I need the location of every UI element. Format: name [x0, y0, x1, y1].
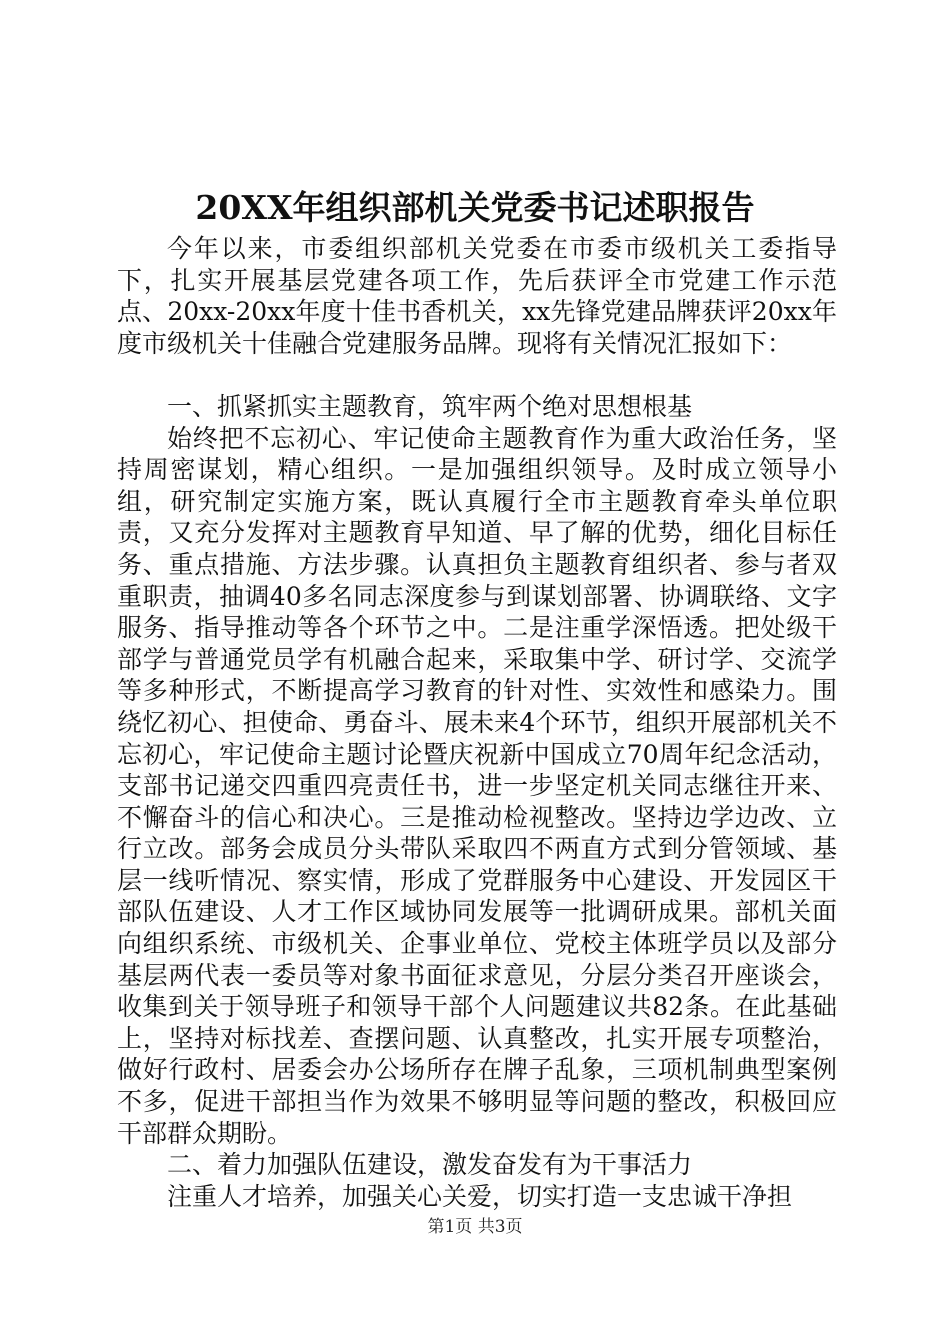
- section-1-heading: 一、抓紧抓实主题教育，筑牢两个绝对思想根基: [167, 391, 693, 421]
- document-title: 20XX年组织部机关党委书记述职报告: [195, 188, 755, 227]
- intro-paragraph: 今年以来，市委组织部机关党委在市委市级机关工委指导下，扎实开展基层党建各项工作，先后获评全市党建工作示范点、20xx-20xx年度十佳书香机关，xx先锋党建品牌获评20xx年度市级机关十佳融合党建服务品牌。现将有关情况汇报如下：: [117, 234, 837, 358]
- section-2-heading: 二、着力加强队伍建设，激发奋发有为干事活力: [167, 1150, 693, 1180]
- document-body: [117, 233, 837, 1212]
- section-2-paragraph: 注重人才培养，加强关心关爱，切实打造一支忠诚干净担: [167, 1181, 793, 1211]
- section-1-paragraph: 始终把不忘初心、牢记使命主题教育作为重大政治任务，坚持周密谋划，精心组织。一是加强组织领导。及时成立领导小组，研究制定实施方案，既认真履行全市主题教育牵头单位职责，又充分发挥对主题教育早知道、早了解的优势，细化目标任务、重点措施、方法步骤。认真担负主题教育组织者、参与者双重职责，抽调40多名同志深度参与到谋划部署、协调联络、文字服务、指导推动等各个环节之中。二是注重学深悟透。把处级干部学与普通党员学有机融合起来，采取集中学、研讨学、交流学等多种形式，不断提高学习教育的针对性、实效性和感染力。围绕忆初心、担使命、勇奋斗、展未来4个环节，组织开展部机关不忘初心，牢记使命主题讨论暨庆祝新中国成立70周年纪念活动，支部书记递交四重四亮责任书，进一步坚定机关同志继往开来、不懈奋斗的信心和决心。三是推动检视整改。坚持边学边改、立行立改。部务会成员分头带队采取四不两直方式到分管领域、基层一线听情况、察实情，形成了党群服务中心建设、开发园区干部队伍建设、人才工作区域协同发展等一批调研成果。部机关面向组织系统、市级机关、企事业单位、党校主体班学员以及部分基层两代表一委员等对象书面征求意见，分层分类召开座谈会，收集到关于领导班子和领导干部个人问题建议共82条。在此基础上，坚持对标找差、查摆问题、认真整改，扎实开展专项整治，做好行政村、居委会办公场所存在牌子乱象，三项机制典型案例不多，促进干部担当作为效果不够明显等问题的整改，积极回应干部群众期盼。: [117, 423, 837, 1148]
- page-footer: 第1页 共3页: [427, 1217, 523, 1237]
- paragraph-spacer: [117, 359, 837, 391]
